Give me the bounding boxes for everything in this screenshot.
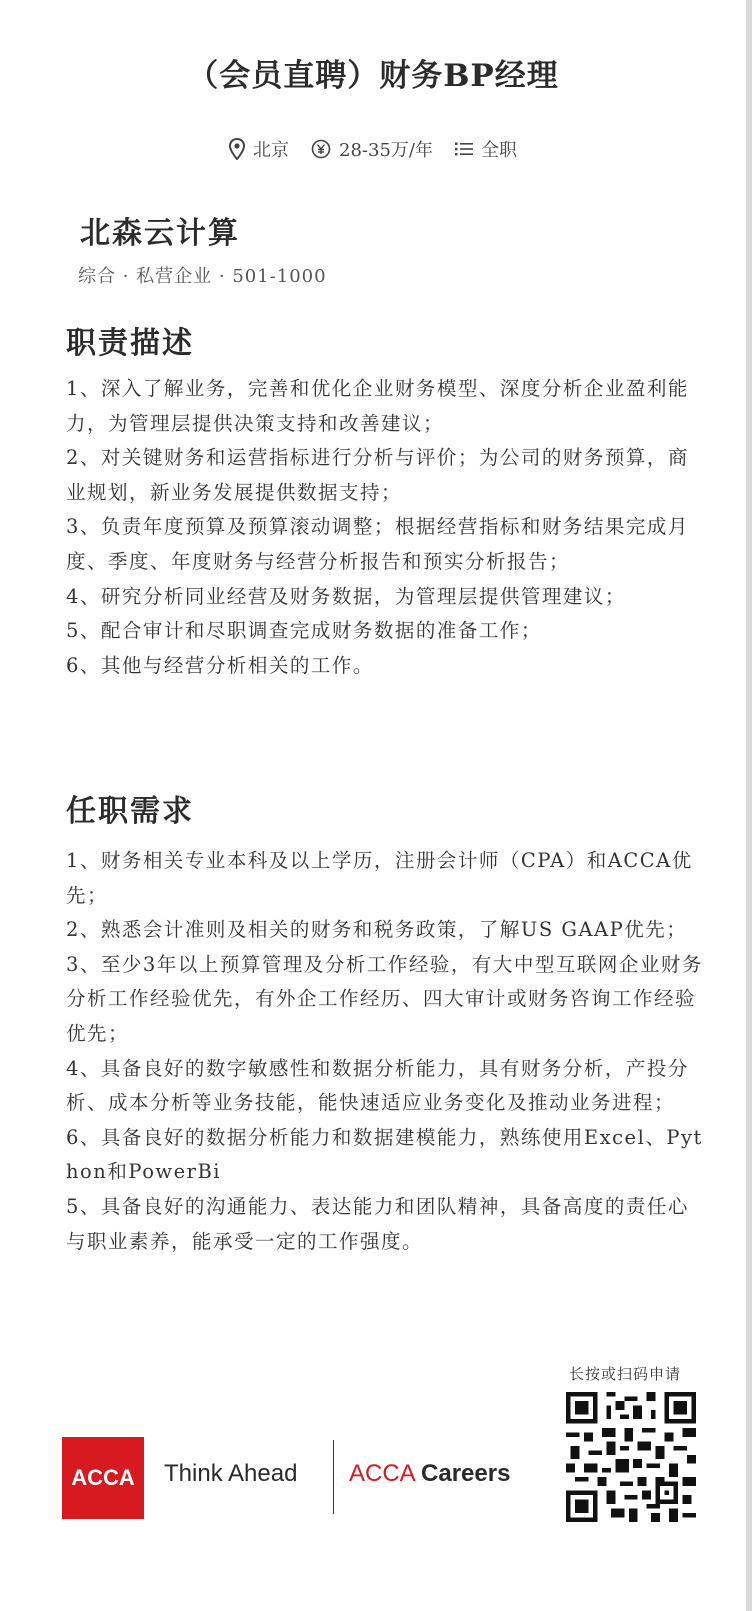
- location-pin-icon: [229, 138, 245, 160]
- list-item: 1、财务相关专业本科及以上学历，注册会计师（CPA）和ACCA优先；: [66, 849, 693, 907]
- careers-brand-word: Careers: [421, 1460, 511, 1487]
- job-meta: [0, 136, 746, 162]
- list-item: 5、配合审计和尽职调查完成财务数据的准备工作；: [66, 619, 542, 643]
- list-item: 1、深入了解业务，完善和优化企业财务模型、深度分析企业盈利能力，为管理层提供决策支持和改善建议；: [66, 377, 689, 435]
- list-item: 4、具备良好的数字敏感性和数据分析能力，具有财务分析，产投分析、成本分析等业务技能，能快速适应业务变化及推动业务进程；: [66, 1056, 689, 1115]
- responsibilities-heading: 职责描述: [66, 326, 194, 361]
- salary-text: 28-35万/年: [339, 140, 433, 161]
- list-item: 5、具备良好的沟通能力、表达能力和团队精神，具备高度的责任心与职业素养，能承受一定的工作强度。: [66, 1194, 689, 1253]
- list-item: 2、熟悉会计准则及相关的财务和税务政策，了解US GAAP优先；: [66, 918, 688, 942]
- meta-type: [455, 136, 517, 162]
- right-edge-border: [746, 0, 752, 1611]
- meta-salary: [311, 136, 433, 162]
- list-icon: [455, 141, 473, 157]
- location-text: 北京: [253, 140, 290, 161]
- think-ahead-tagline: Think Ahead: [164, 1460, 298, 1487]
- qr-code-icon[interactable]: [566, 1392, 696, 1522]
- requirements-heading: 任职需求: [66, 794, 194, 829]
- list-item: 3、至少3年以上预算管理及分析工作经验，有大中型互联网企业财务分析工作经验优先，有外企工作经历、四大审计或财务咨询工作经验优先；: [66, 952, 703, 1045]
- acca-careers-brand: [349, 1460, 510, 1488]
- company-info: 综合 · 私营企业 · 501-1000: [78, 266, 327, 287]
- type-text: 全职: [480, 140, 517, 161]
- responsibilities-list: [66, 372, 706, 683]
- acca-logo: ACCA: [62, 1437, 144, 1519]
- careers-brand-acca: ACCA: [349, 1460, 415, 1487]
- list-item: 3、负责年度预算及预算滚动调整；根据经营指标和财务结果完成月度、季度、年度财务与经营分析报告和预实分析报告；: [66, 515, 689, 573]
- list-item: 2、对关键财务和运营指标进行分析与评价；为公司的财务预算，商业规划，新业务发展提供数据支持；: [66, 446, 689, 504]
- requirements-list: [66, 844, 706, 1259]
- yen-icon: [311, 139, 331, 159]
- footer-divider: [333, 1440, 334, 1514]
- list-item: 6、具备良好的数据分析能力和数据建模能力，熟练使用Excel、Python和PowerBi: [66, 1125, 703, 1184]
- list-item: 6、其他与经营分析相关的工作。: [66, 653, 374, 677]
- company-name: 北森云计算: [80, 216, 240, 251]
- meta-location: [229, 136, 289, 162]
- job-title: （会员直聘）财务BP经理: [187, 58, 559, 94]
- qr-caption: 长按或扫码申请: [569, 1365, 682, 1383]
- list-item: 4、研究分析同业经营及财务数据，为管理层提供管理建议；: [66, 584, 626, 608]
